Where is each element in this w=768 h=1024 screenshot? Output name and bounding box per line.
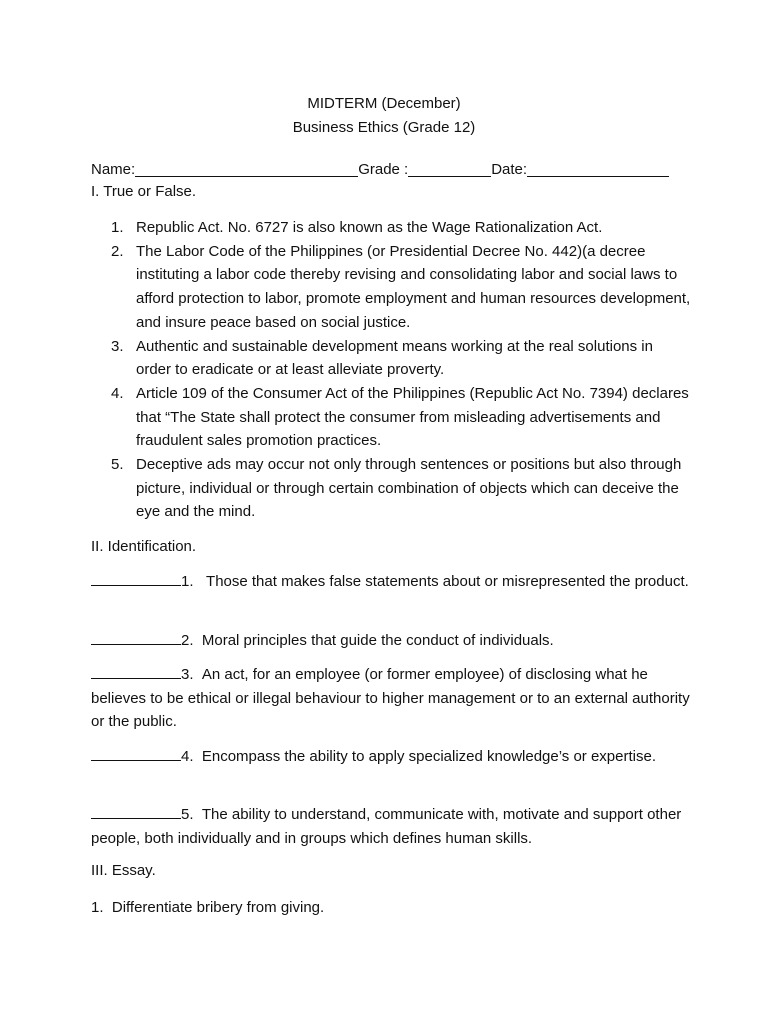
item-number: 3. — [111, 337, 124, 355]
exam-subtitle: Business Ethics (Grade 12) — [292, 119, 476, 136]
item-text: Moral principles that guide the conduct of individuals. — [201, 632, 554, 649]
student-info-row — [91, 160, 691, 182]
list-item — [111, 240, 691, 335]
item-text: An act, for an employee (or former employee) of disclosing what he believes to be ethical or illegal behaviour to higher management or to an external authority or the public. — [91, 666, 690, 730]
essay-item — [91, 896, 691, 920]
item-number: 2. — [181, 632, 194, 649]
answer-blank[interactable] — [91, 746, 181, 761]
item-number: 4. — [111, 384, 124, 402]
item-text: Deceptive ads may occur not only through sentences or positions but also through picture, individual or through certain combination of objects which can deceive the eye and the mind. — [136, 456, 682, 521]
item-number: 2. — [111, 242, 124, 260]
item-text: The ability to understand, communicate with, motivate and support other people, both individually and in groups which defines human skills. — [91, 806, 682, 847]
item-text: Article 109 of the Consumer Act of the Philippines (Republic Act No. 7394) declares that “The State shall protect the consumer from misleading advertisements and fraudulent sales promotion practices. — [136, 384, 689, 450]
item-number: 5. — [111, 456, 124, 474]
item-number: 1. — [91, 899, 104, 916]
date-blank[interactable] — [527, 160, 669, 177]
item-number: 4. — [181, 748, 194, 765]
section-heading-true-false: I. True or False. — [91, 183, 197, 200]
identification-item — [91, 570, 691, 594]
item-text: The Labor Code of the Philippines (or Presidential Decree No. 442)(a decree instituting a labor code thereby revising and consolidating labor and social laws to afford protection to labor, promote employment and human resources development, and insure peace based on social justice. — [136, 242, 691, 331]
item-text: Authentic and sustainable development means working at the real solutions in order to eradicate or at least alleviate proverty. — [136, 337, 653, 379]
item-text: Those that makes false statements about or misrepresented the product. — [206, 573, 689, 590]
list-item — [111, 453, 691, 524]
answer-blank[interactable] — [91, 804, 181, 819]
item-number: 1. — [181, 573, 194, 590]
answer-blank[interactable] — [91, 571, 181, 586]
identification-item — [91, 663, 691, 734]
list-item — [111, 335, 691, 382]
item-number: 1. — [111, 219, 124, 236]
identification-item — [91, 803, 691, 850]
item-number: 3. — [181, 666, 194, 683]
identification-item — [91, 745, 691, 769]
item-text: Republic Act. No. 6727 is also known as the Wage Rationalization Act. — [136, 219, 603, 236]
section-heading-essay: III. Essay. — [91, 862, 156, 879]
true-false-list — [111, 216, 691, 524]
section-heading-identification: II. Identification. — [91, 538, 197, 555]
date-label: Date: — [491, 161, 528, 178]
list-item — [111, 216, 691, 240]
item-text: Encompass the ability to apply specialized knowledge’s or expertise. — [201, 748, 656, 765]
item-text: Differentiate bribery from giving. — [111, 899, 325, 916]
name-label: Name: — [91, 161, 136, 178]
identification-item — [91, 629, 691, 653]
grade-blank[interactable] — [408, 160, 491, 177]
answer-blank[interactable] — [91, 664, 181, 679]
name-blank[interactable] — [135, 160, 358, 177]
exam-title: MIDTERM (December) — [307, 95, 461, 112]
item-number: 5. — [181, 806, 194, 823]
grade-label: Grade : — [358, 161, 409, 178]
list-item — [111, 382, 691, 453]
answer-blank[interactable] — [91, 630, 181, 645]
